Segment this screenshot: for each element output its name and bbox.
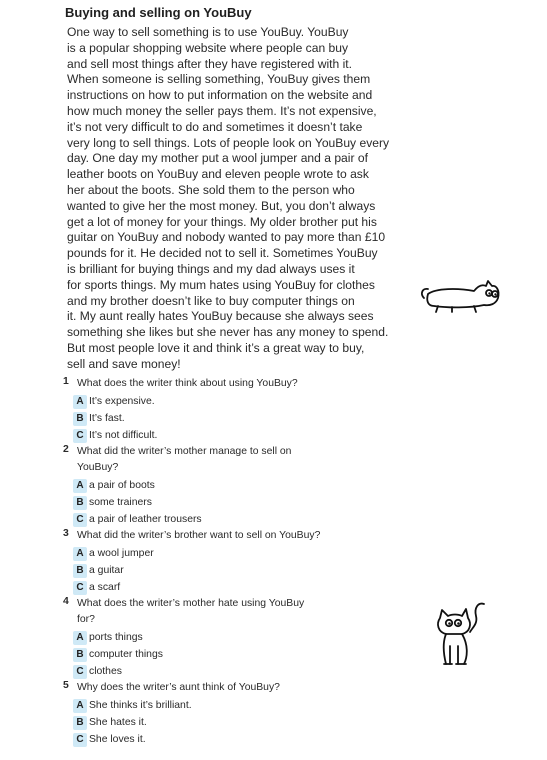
option-letter[interactable]: B — [73, 496, 87, 510]
article-line: leather boots on YouBuy and eleven people wrote to ask — [67, 167, 369, 182]
option-text: a pair of boots — [89, 480, 155, 491]
question-number: 5 — [63, 680, 69, 691]
article-line: sell and save money! — [67, 356, 181, 371]
option-letter[interactable]: C — [73, 581, 87, 595]
option-text: a wool jumper — [89, 548, 154, 559]
option-text: ports things — [89, 632, 143, 643]
option-text: She loves it. — [89, 734, 146, 745]
option-letter[interactable]: B — [73, 564, 87, 578]
question-3 — [63, 528, 363, 595]
article-body — [67, 25, 397, 373]
article-line: it. My aunt really hates YouBuy because she always sees — [67, 309, 374, 324]
article-line: her about the boots. She sold them to the person who — [67, 182, 355, 197]
question-2 — [63, 444, 363, 527]
option-letter[interactable]: B — [73, 648, 87, 662]
option-letter[interactable]: A — [73, 631, 87, 645]
option-letter[interactable]: C — [73, 733, 87, 747]
article-line: One way to sell something is to use YouBuy. YouBuy — [67, 25, 349, 39]
option-letter[interactable]: A — [73, 479, 87, 493]
option-text: computer things — [89, 649, 163, 660]
question-text-cont: for? — [77, 614, 95, 625]
article-line: how much money the seller pays them. It’s not expensive, — [67, 103, 377, 118]
question-text: What does the writer think about using YouBuy? — [77, 378, 298, 389]
article-line: and my brother doesn’t like to buy computer things on — [67, 293, 355, 308]
sitting-cat-illustration — [432, 600, 488, 670]
article-line: is brilliant for buying things and my dad always uses it — [67, 261, 355, 276]
question-text: Why does the writer’s aunt think of YouBuy? — [77, 682, 280, 693]
answer-option[interactable] — [73, 394, 363, 409]
answer-option[interactable] — [73, 478, 363, 493]
option-letter[interactable]: C — [73, 513, 87, 527]
option-text: It’s expensive. — [89, 396, 155, 407]
answer-option[interactable] — [73, 732, 363, 747]
question-4 — [63, 596, 363, 679]
article-line: it’s not very difficult to do and sometimes it doesn’t take — [67, 119, 363, 134]
option-letter[interactable]: A — [73, 547, 87, 561]
option-text: some trainers — [89, 497, 152, 508]
article-line: is a popular shopping website where people can buy — [67, 40, 349, 55]
article-line: When someone is selling something, YouBuy gives them — [67, 72, 371, 87]
article-line: day. One day my mother put a wool jumper and a pair of — [67, 151, 368, 166]
lying-cat-illustration — [418, 276, 502, 316]
answer-option[interactable] — [73, 698, 363, 713]
question-text-cont: YouBuy? — [77, 462, 119, 473]
option-letter[interactable]: A — [73, 699, 87, 713]
article-line: something she likes but she never has any money to spend. — [67, 325, 389, 340]
option-text: It’s fast. — [89, 413, 125, 424]
option-text: a pair of leather trousers — [89, 514, 202, 525]
article-line: But most people love it and think it’s a great way to buy, — [67, 340, 365, 355]
option-text: clothes — [89, 666, 122, 677]
option-text: a scarf — [89, 582, 121, 593]
question-text: What did the writer’s mother manage to sell on — [77, 446, 292, 457]
answer-option[interactable] — [73, 495, 363, 510]
option-letter[interactable]: C — [73, 429, 87, 443]
article-title: Buying and selling on YouBuy — [65, 5, 252, 20]
question-number: 3 — [63, 528, 69, 539]
answer-option[interactable] — [73, 428, 363, 443]
questions-list — [63, 376, 363, 748]
answer-option[interactable] — [73, 647, 363, 662]
answer-option[interactable] — [73, 512, 363, 527]
article-line: pounds for it. He decided not to sell it. Sometimes YouBuy — [67, 246, 378, 261]
question-number: 2 — [63, 444, 69, 455]
option-letter[interactable]: C — [73, 665, 87, 679]
article-line: instructions on how to put information on the website and — [67, 88, 373, 103]
answer-option[interactable] — [73, 630, 363, 645]
answer-option[interactable] — [73, 580, 363, 595]
option-letter[interactable]: A — [73, 395, 87, 409]
question-5 — [63, 680, 363, 747]
answer-option[interactable] — [73, 715, 363, 730]
article-line: guitar on YouBuy and nobody wanted to pay more than £10 — [67, 230, 386, 245]
option-letter[interactable]: B — [73, 716, 87, 730]
answer-option[interactable] — [73, 411, 363, 426]
option-text: It’s not difficult. — [89, 430, 158, 441]
answer-option[interactable] — [73, 664, 363, 679]
article-line: very long to sell things. Lots of people look on YouBuy every — [67, 135, 390, 150]
article-line: wanted to give her the most money. But, you don’t always — [67, 198, 376, 213]
option-text: She thinks it’s brilliant. — [89, 700, 192, 711]
article-line: for sports things. My mum hates using YouBuy for clothes — [67, 277, 375, 292]
option-text: a guitar — [89, 565, 124, 576]
option-text: She hates it. — [89, 717, 147, 728]
answer-option[interactable] — [73, 546, 363, 561]
answer-option[interactable] — [73, 563, 363, 578]
question-text: What does the writer’s mother hate using YouBuy — [77, 598, 305, 609]
article-line: get a lot of money for your things. My older brother put his — [67, 214, 377, 229]
question-1 — [63, 376, 363, 443]
question-text: What did the writer’s brother want to sell on YouBuy? — [77, 530, 321, 541]
option-letter[interactable]: B — [73, 412, 87, 426]
question-number: 4 — [63, 596, 69, 607]
question-number: 1 — [63, 376, 69, 387]
article-line: and sell most things after they have registered with it. — [67, 56, 353, 71]
